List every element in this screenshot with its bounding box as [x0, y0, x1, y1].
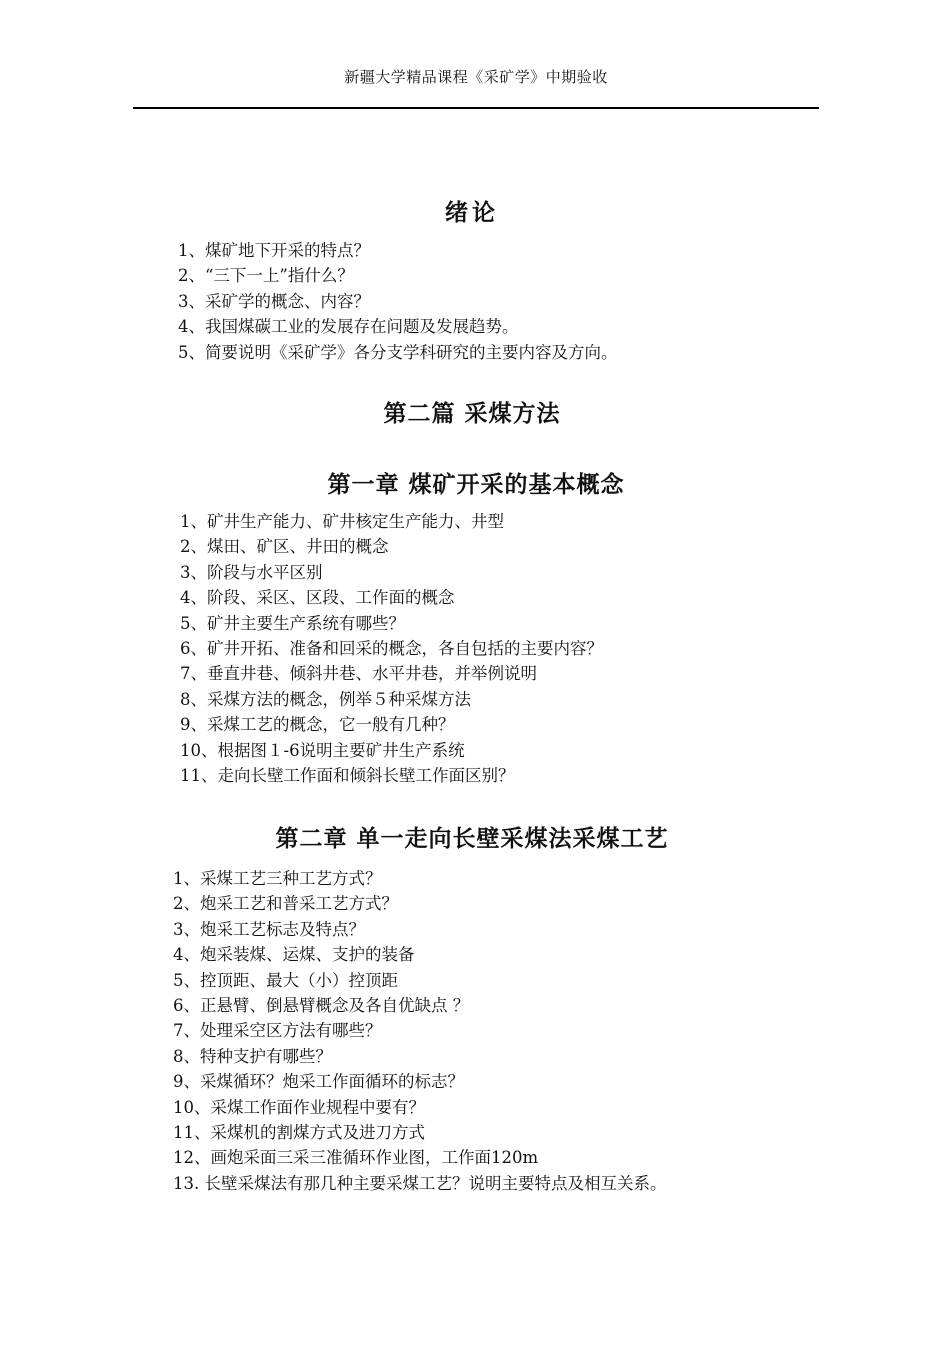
list-item: 4、炮采装煤、运煤、支护的装备	[173, 945, 415, 965]
list-item: 1、煤矿地下开采的特点？	[178, 241, 370, 260]
list-item: 11、走向长壁工作面和倾斜长壁工作面区别？	[180, 765, 515, 785]
question-list-chapter-2	[173, 866, 667, 1196]
list-item: 1、采煤工艺三种工艺方式？	[173, 869, 382, 888]
list-item: 7、处理采空区方法有哪些？	[173, 1021, 382, 1041]
list-item: 12、画炮采面三采三准循环作业图，工作面120m	[173, 1148, 539, 1168]
list-item: 11、采煤机的割煤方式及进刀方式	[173, 1122, 425, 1142]
question-list-chapter-1	[180, 509, 603, 788]
list-item: 9、采煤工艺的概念，它一般有几种？	[180, 715, 455, 735]
list-item: 2、炮采工艺和普采工艺方式？	[173, 894, 398, 914]
list-item: 9、采煤循环？炮采工作面循环的标志？	[173, 1072, 464, 1092]
question-list-introduction	[178, 238, 618, 365]
list-item: 4、阶段、采区、区段、工作面的概念	[180, 588, 455, 608]
list-item: 8、采煤方法的概念，例举５种采煤方法	[180, 689, 471, 709]
list-item: 5、控顶距、最大（小）控顶距	[173, 970, 398, 990]
list-item: 6、矿井开拓、准备和回采的概念，各自包括的主要内容？	[180, 638, 603, 658]
list-item: 10、根据图１-6说明主要矿井生产系统	[180, 740, 465, 760]
chapter-heading-2: 第二章 单一走向长壁采煤法采煤工艺	[275, 826, 669, 852]
running-header: 新疆大学精品课程《采矿学》中期验收	[344, 68, 608, 86]
list-item: 2、“三下一上”指什么？	[178, 266, 354, 286]
chapter-heading-1: 第一章 煤矿开采的基本概念	[327, 472, 625, 498]
list-item: 5、简要说明《采矿学》各分支学科研究的主要内容及方向。	[178, 342, 618, 362]
list-item: 7、垂直井巷、倾斜井巷、水平井巷，并举例说明	[180, 664, 537, 684]
list-item: 5、矿井主要生产系统有哪些？	[180, 613, 405, 633]
header-rule	[133, 107, 819, 109]
list-item: 3、采矿学的概念、内容？	[178, 291, 370, 311]
list-item: 10、采煤工作面作业规程中要有？	[173, 1097, 425, 1117]
list-item: 2、煤田、矿区、井田的概念	[180, 537, 389, 557]
section-heading-introduction: 绪论	[445, 200, 499, 226]
list-item: 3、阶段与水平区别	[180, 562, 323, 582]
list-item: 3、炮采工艺标志及特点？	[173, 919, 365, 939]
list-item: 13. 长壁采煤法有那几种主要采煤工艺？说明主要特点及相互关系。	[173, 1173, 667, 1193]
list-item: 8、特种支护有哪些？	[173, 1046, 332, 1066]
part-heading-mining-methods: 第二篇 采煤方法	[383, 401, 561, 427]
list-item: 1、矿井生产能力、矿井核定生产能力、井型	[180, 512, 504, 531]
list-item: 6、正悬臂、倒悬臂概念及各自优缺点 ？	[173, 995, 470, 1015]
list-item: 4、我国煤碳工业的发展存在问题及发展趋势。	[178, 317, 519, 337]
